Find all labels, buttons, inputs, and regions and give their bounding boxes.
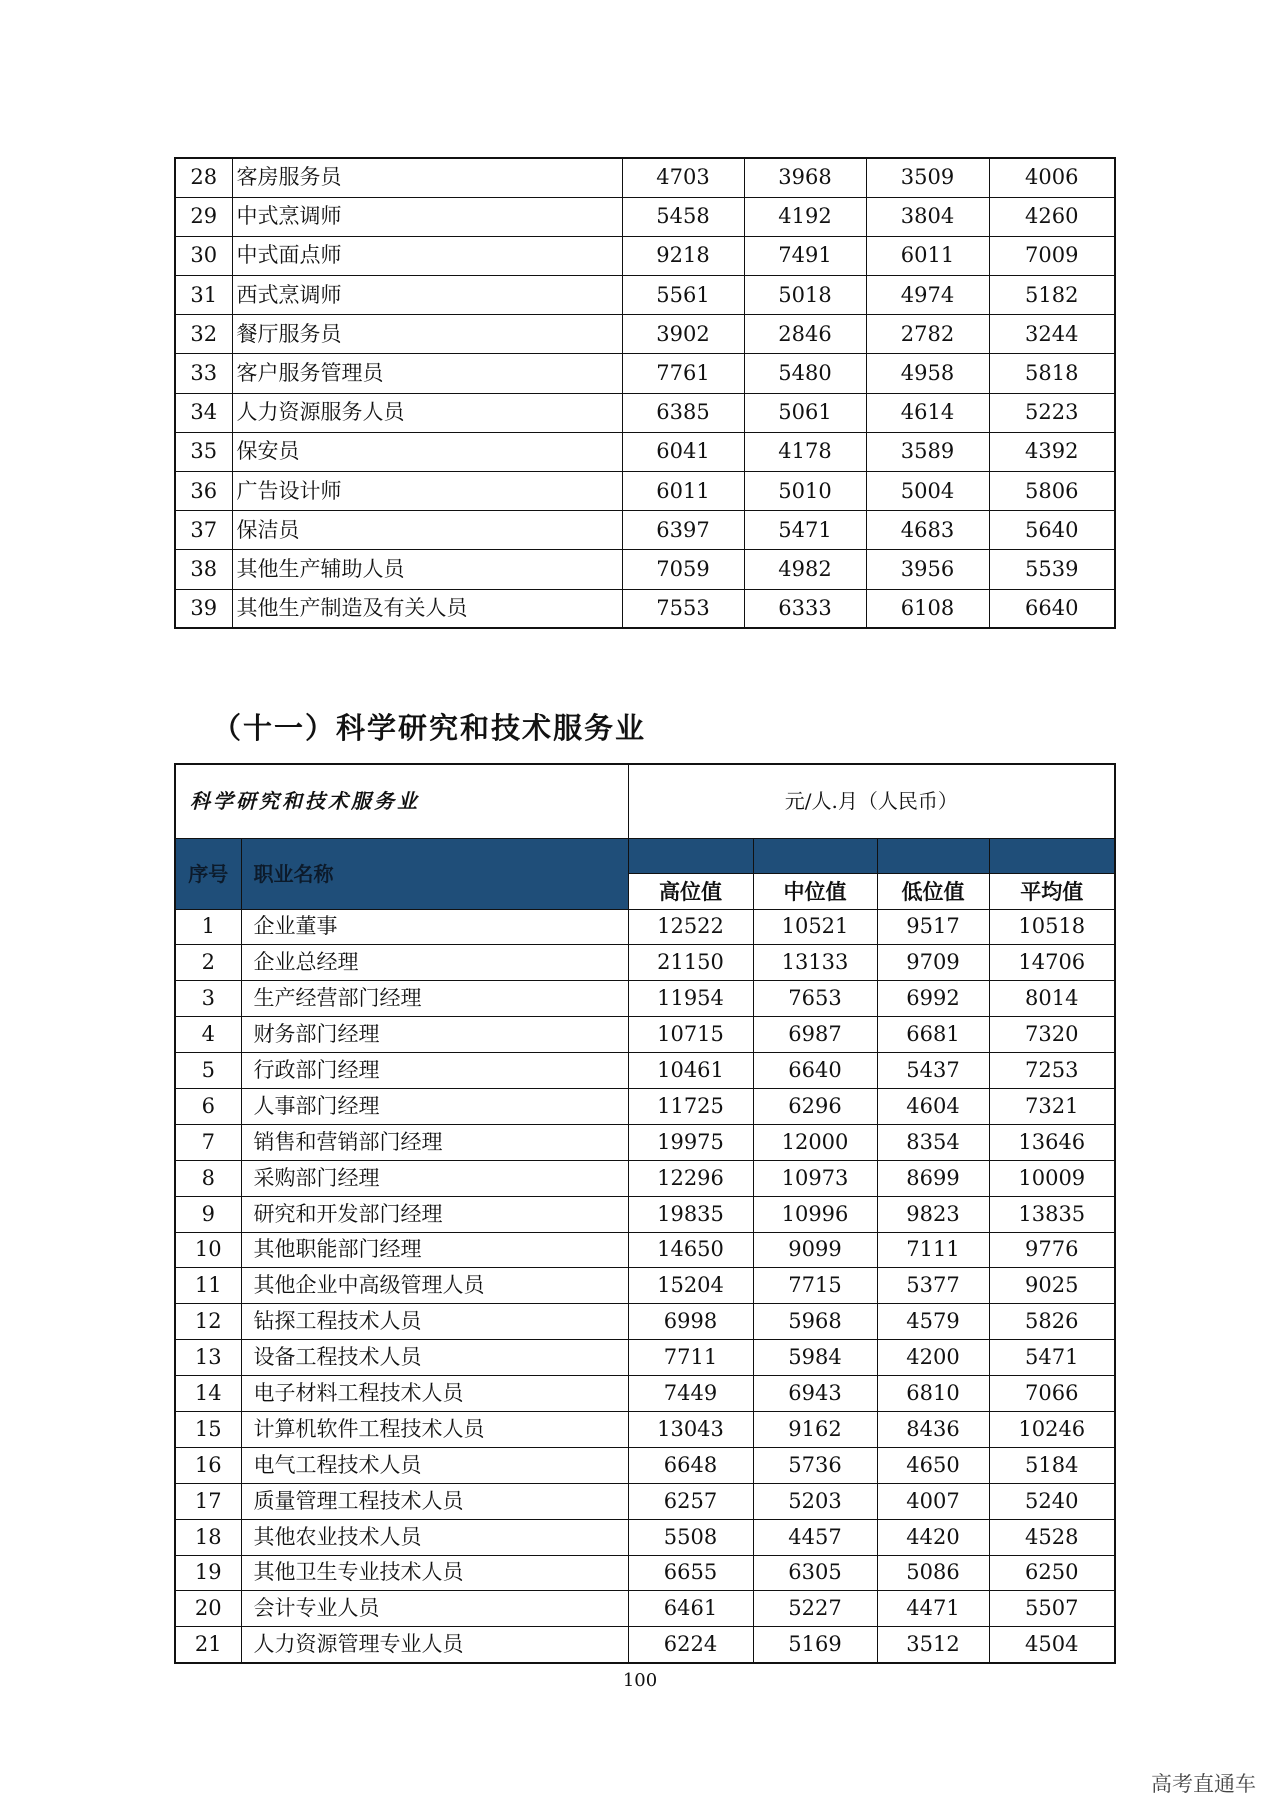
cell-occupation: 采购部门经理 xyxy=(241,1160,628,1196)
cell-high: 6998 xyxy=(628,1304,753,1340)
cell-mid: 7715 xyxy=(753,1268,877,1304)
cell-no: 34 xyxy=(175,393,232,432)
table-row xyxy=(175,1196,1115,1232)
table-row xyxy=(175,236,1115,275)
col-header-avg: 平均值 xyxy=(989,873,1115,909)
cell-low: 9709 xyxy=(877,945,989,981)
table-row xyxy=(175,589,1115,628)
cell-low: 3804 xyxy=(866,197,989,236)
cell-avg: 4528 xyxy=(989,1519,1115,1555)
cell-high: 21150 xyxy=(628,945,753,981)
cell-mid: 6640 xyxy=(753,1053,877,1089)
cell-avg: 5184 xyxy=(989,1447,1115,1483)
cell-high: 19835 xyxy=(628,1196,753,1232)
cell-high: 9218 xyxy=(622,236,744,275)
cell-occupation: 西式烹调师 xyxy=(232,276,622,315)
cell-no: 19 xyxy=(175,1555,241,1591)
cell-no: 35 xyxy=(175,432,232,471)
cell-no: 32 xyxy=(175,315,232,354)
cell-mid: 5169 xyxy=(753,1627,877,1663)
cell-high: 12522 xyxy=(628,909,753,945)
cell-no: 1 xyxy=(175,909,241,945)
cell-no: 9 xyxy=(175,1196,241,1232)
table-title-row xyxy=(175,764,1115,838)
section-heading: （十一）科学研究和技术服务业 xyxy=(212,711,647,745)
cell-avg: 5240 xyxy=(989,1483,1115,1519)
cell-mid: 4457 xyxy=(753,1519,877,1555)
cell-occupation: 中式烹调师 xyxy=(232,197,622,236)
cell-mid: 6943 xyxy=(753,1376,877,1412)
cell-mid: 5018 xyxy=(744,276,866,315)
cell-occupation: 广告设计师 xyxy=(232,472,622,511)
cell-mid: 5061 xyxy=(744,393,866,432)
table-row xyxy=(175,1232,1115,1268)
cell-avg: 14706 xyxy=(989,945,1115,981)
table-row xyxy=(175,1555,1115,1591)
table-row xyxy=(175,354,1115,393)
table-row xyxy=(175,1304,1115,1340)
cell-low: 4683 xyxy=(866,511,989,550)
cell-low: 6681 xyxy=(877,1017,989,1053)
table-row xyxy=(175,511,1115,550)
table-row xyxy=(175,472,1115,511)
table-row xyxy=(175,1376,1115,1412)
cell-high: 19975 xyxy=(628,1124,753,1160)
cell-occupation: 销售和营销部门经理 xyxy=(241,1124,628,1160)
cell-occupation: 生产经营部门经理 xyxy=(241,981,628,1017)
col-header-no: 序号 xyxy=(175,838,241,909)
cell-occupation: 企业董事 xyxy=(241,909,628,945)
col-header-high: 高位值 xyxy=(628,873,753,909)
cell-avg: 7321 xyxy=(989,1088,1115,1124)
cell-mid: 12000 xyxy=(753,1124,877,1160)
table-row xyxy=(175,1053,1115,1089)
cell-high: 3902 xyxy=(622,315,744,354)
cell-mid: 5480 xyxy=(744,354,866,393)
cell-low: 4420 xyxy=(877,1519,989,1555)
cell-high: 7059 xyxy=(622,550,744,589)
cell-avg: 13835 xyxy=(989,1196,1115,1232)
cell-high: 10461 xyxy=(628,1053,753,1089)
cell-mid: 5736 xyxy=(753,1447,877,1483)
cell-mid: 2846 xyxy=(744,315,866,354)
table-row xyxy=(175,550,1115,589)
cell-low: 8436 xyxy=(877,1411,989,1447)
cell-high: 11725 xyxy=(628,1088,753,1124)
cell-occupation: 保安员 xyxy=(232,432,622,471)
cell-no: 29 xyxy=(175,197,232,236)
cell-occupation: 财务部门经理 xyxy=(241,1017,628,1053)
table-row xyxy=(175,197,1115,236)
cell-avg: 6640 xyxy=(989,589,1115,628)
unit-label: 元/人.月（人民币） xyxy=(628,764,1115,838)
cell-mid: 5471 xyxy=(744,511,866,550)
cell-no: 12 xyxy=(175,1304,241,1340)
cell-occupation: 人事部门经理 xyxy=(241,1088,628,1124)
cell-no: 16 xyxy=(175,1447,241,1483)
cell-low: 2782 xyxy=(866,315,989,354)
cell-avg: 5223 xyxy=(989,393,1115,432)
cell-avg: 7066 xyxy=(989,1376,1115,1412)
cell-no: 11 xyxy=(175,1268,241,1304)
cell-no: 6 xyxy=(175,1088,241,1124)
science-tech-salary-table xyxy=(174,763,1116,1664)
table-row xyxy=(175,276,1115,315)
cell-high: 5508 xyxy=(628,1519,753,1555)
header-band xyxy=(877,838,989,873)
table-row xyxy=(175,1591,1115,1627)
cell-mid: 5984 xyxy=(753,1340,877,1376)
cell-no: 3 xyxy=(175,981,241,1017)
cell-occupation: 中式面点师 xyxy=(232,236,622,275)
cell-avg: 6250 xyxy=(989,1555,1115,1591)
col-header-low: 低位值 xyxy=(877,873,989,909)
cell-high: 6011 xyxy=(622,472,744,511)
cell-avg: 5182 xyxy=(989,276,1115,315)
cell-high: 13043 xyxy=(628,1411,753,1447)
cell-high: 6224 xyxy=(628,1627,753,1663)
cell-mid: 13133 xyxy=(753,945,877,981)
table-row xyxy=(175,1340,1115,1376)
cell-low: 6810 xyxy=(877,1376,989,1412)
cell-high: 6257 xyxy=(628,1483,753,1519)
cell-avg: 9025 xyxy=(989,1268,1115,1304)
col-header-name: 职业名称 xyxy=(241,838,628,909)
cell-occupation: 其他生产制造及有关人员 xyxy=(232,589,622,628)
cell-low: 4604 xyxy=(877,1088,989,1124)
cell-avg: 8014 xyxy=(989,981,1115,1017)
page-number: 100 xyxy=(622,1670,658,1691)
cell-avg: 13646 xyxy=(989,1124,1115,1160)
cell-mid: 10521 xyxy=(753,909,877,945)
cell-low: 7111 xyxy=(877,1232,989,1268)
watermark: 高考直通车 xyxy=(1151,1772,1256,1796)
table-row xyxy=(175,1017,1115,1053)
cell-no: 13 xyxy=(175,1340,241,1376)
cell-high: 6385 xyxy=(622,393,744,432)
cell-avg: 5806 xyxy=(989,472,1115,511)
cell-mid: 4192 xyxy=(744,197,866,236)
cell-high: 6655 xyxy=(628,1555,753,1591)
cell-mid: 10973 xyxy=(753,1160,877,1196)
cell-low: 6992 xyxy=(877,981,989,1017)
table-row xyxy=(175,1268,1115,1304)
cell-high: 6461 xyxy=(628,1591,753,1627)
cell-occupation: 会计专业人员 xyxy=(241,1591,628,1627)
cell-occupation: 设备工程技术人员 xyxy=(241,1340,628,1376)
cell-high: 5458 xyxy=(622,197,744,236)
cell-avg: 5539 xyxy=(989,550,1115,589)
table-row xyxy=(175,1088,1115,1124)
cell-high: 14650 xyxy=(628,1232,753,1268)
cell-mid: 5227 xyxy=(753,1591,877,1627)
table-row xyxy=(175,981,1115,1017)
science-tech-table-body xyxy=(175,909,1115,1663)
header-band xyxy=(628,838,753,873)
cell-mid: 4982 xyxy=(744,550,866,589)
table-row xyxy=(175,1627,1115,1663)
cell-low: 4579 xyxy=(877,1304,989,1340)
header-row-top xyxy=(175,838,1115,873)
cell-avg: 5826 xyxy=(989,1304,1115,1340)
cell-high: 6648 xyxy=(628,1447,753,1483)
cell-low: 8699 xyxy=(877,1160,989,1196)
cell-no: 2 xyxy=(175,945,241,981)
table-row xyxy=(175,158,1115,197)
cell-occupation: 其他卫生专业技术人员 xyxy=(241,1555,628,1591)
cell-avg: 3244 xyxy=(989,315,1115,354)
cell-occupation: 质量管理工程技术人员 xyxy=(241,1483,628,1519)
cell-high: 10715 xyxy=(628,1017,753,1053)
cell-occupation: 企业总经理 xyxy=(241,945,628,981)
cell-low: 4007 xyxy=(877,1483,989,1519)
cell-high: 7711 xyxy=(628,1340,753,1376)
cell-no: 39 xyxy=(175,589,232,628)
cell-avg: 5507 xyxy=(989,1591,1115,1627)
cell-high: 5561 xyxy=(622,276,744,315)
cell-avg: 4260 xyxy=(989,197,1115,236)
table-row xyxy=(175,432,1115,471)
cell-mid: 5203 xyxy=(753,1483,877,1519)
cell-no: 38 xyxy=(175,550,232,589)
table-row xyxy=(175,1519,1115,1555)
cell-low: 8354 xyxy=(877,1124,989,1160)
cell-mid: 4178 xyxy=(744,432,866,471)
cell-high: 4703 xyxy=(622,158,744,197)
cell-low: 4974 xyxy=(866,276,989,315)
table-row xyxy=(175,909,1115,945)
cell-occupation: 保洁员 xyxy=(232,511,622,550)
cell-no: 31 xyxy=(175,276,232,315)
cell-no: 17 xyxy=(175,1483,241,1519)
top-salary-table-body xyxy=(175,158,1115,628)
cell-low: 9517 xyxy=(877,909,989,945)
table-row xyxy=(175,315,1115,354)
cell-mid: 3968 xyxy=(744,158,866,197)
cell-low: 5437 xyxy=(877,1053,989,1089)
header-band xyxy=(753,838,877,873)
table-row xyxy=(175,945,1115,981)
table-row xyxy=(175,1160,1115,1196)
cell-mid: 6296 xyxy=(753,1088,877,1124)
cell-low: 4650 xyxy=(877,1447,989,1483)
table-row xyxy=(175,1447,1115,1483)
cell-low: 5004 xyxy=(866,472,989,511)
cell-no: 37 xyxy=(175,511,232,550)
cell-avg: 4006 xyxy=(989,158,1115,197)
cell-high: 7449 xyxy=(628,1376,753,1412)
cell-no: 30 xyxy=(175,236,232,275)
cell-occupation: 客房服务员 xyxy=(232,158,622,197)
header-band xyxy=(989,838,1115,873)
table-row xyxy=(175,393,1115,432)
cell-no: 7 xyxy=(175,1124,241,1160)
cell-low: 3589 xyxy=(866,432,989,471)
cell-mid: 10996 xyxy=(753,1196,877,1232)
cell-avg: 4504 xyxy=(989,1627,1115,1663)
cell-mid: 5010 xyxy=(744,472,866,511)
cell-low: 5086 xyxy=(877,1555,989,1591)
cell-low: 4471 xyxy=(877,1591,989,1627)
cell-occupation: 客户服务管理员 xyxy=(232,354,622,393)
cell-low: 4614 xyxy=(866,393,989,432)
table-row xyxy=(175,1124,1115,1160)
cell-no: 28 xyxy=(175,158,232,197)
cell-occupation: 研究和开发部门经理 xyxy=(241,1196,628,1232)
cell-avg: 5471 xyxy=(989,1340,1115,1376)
cell-mid: 7653 xyxy=(753,981,877,1017)
cell-low: 6011 xyxy=(866,236,989,275)
table-title: 科学研究和技术服务业 xyxy=(175,764,628,838)
cell-occupation: 其他农业技术人员 xyxy=(241,1519,628,1555)
cell-no: 5 xyxy=(175,1053,241,1089)
cell-avg: 9776 xyxy=(989,1232,1115,1268)
cell-occupation: 其他职能部门经理 xyxy=(241,1232,628,1268)
cell-high: 11954 xyxy=(628,981,753,1017)
cell-low: 4958 xyxy=(866,354,989,393)
cell-avg: 10518 xyxy=(989,909,1115,945)
cell-high: 6041 xyxy=(622,432,744,471)
cell-high: 7761 xyxy=(622,354,744,393)
cell-no: 36 xyxy=(175,472,232,511)
cell-no: 21 xyxy=(175,1627,241,1663)
cell-low: 5377 xyxy=(877,1268,989,1304)
cell-mid: 9099 xyxy=(753,1232,877,1268)
cell-occupation: 钻探工程技术人员 xyxy=(241,1304,628,1340)
cell-occupation: 电子材料工程技术人员 xyxy=(241,1376,628,1412)
cell-avg: 10009 xyxy=(989,1160,1115,1196)
cell-avg: 10246 xyxy=(989,1411,1115,1447)
cell-high: 12296 xyxy=(628,1160,753,1196)
cell-no: 18 xyxy=(175,1519,241,1555)
cell-low: 4200 xyxy=(877,1340,989,1376)
cell-low: 6108 xyxy=(866,589,989,628)
cell-no: 10 xyxy=(175,1232,241,1268)
cell-low: 9823 xyxy=(877,1196,989,1232)
cell-occupation: 其他生产辅助人员 xyxy=(232,550,622,589)
cell-avg: 7009 xyxy=(989,236,1115,275)
cell-occupation: 其他企业中高级管理人员 xyxy=(241,1268,628,1304)
cell-mid: 7491 xyxy=(744,236,866,275)
cell-avg: 7320 xyxy=(989,1017,1115,1053)
top-salary-table xyxy=(174,157,1116,629)
cell-mid: 5968 xyxy=(753,1304,877,1340)
cell-mid: 6987 xyxy=(753,1017,877,1053)
cell-avg: 4392 xyxy=(989,432,1115,471)
cell-no: 8 xyxy=(175,1160,241,1196)
cell-avg: 5818 xyxy=(989,354,1115,393)
cell-no: 14 xyxy=(175,1376,241,1412)
cell-occupation: 餐厅服务员 xyxy=(232,315,622,354)
cell-avg: 7253 xyxy=(989,1053,1115,1089)
cell-high: 6397 xyxy=(622,511,744,550)
table-row xyxy=(175,1411,1115,1447)
cell-occupation: 电气工程技术人员 xyxy=(241,1447,628,1483)
cell-no: 15 xyxy=(175,1411,241,1447)
table-row xyxy=(175,1483,1115,1519)
col-header-mid: 中位值 xyxy=(753,873,877,909)
cell-high: 15204 xyxy=(628,1268,753,1304)
cell-mid: 6305 xyxy=(753,1555,877,1591)
cell-low: 3956 xyxy=(866,550,989,589)
cell-occupation: 计算机软件工程技术人员 xyxy=(241,1411,628,1447)
cell-no: 4 xyxy=(175,1017,241,1053)
cell-avg: 5640 xyxy=(989,511,1115,550)
cell-low: 3512 xyxy=(877,1627,989,1663)
cell-mid: 9162 xyxy=(753,1411,877,1447)
cell-occupation: 人力资源管理专业人员 xyxy=(241,1627,628,1663)
cell-mid: 6333 xyxy=(744,589,866,628)
cell-high: 7553 xyxy=(622,589,744,628)
cell-no: 20 xyxy=(175,1591,241,1627)
cell-occupation: 人力资源服务人员 xyxy=(232,393,622,432)
cell-occupation: 行政部门经理 xyxy=(241,1053,628,1089)
cell-low: 3509 xyxy=(866,158,989,197)
cell-no: 33 xyxy=(175,354,232,393)
